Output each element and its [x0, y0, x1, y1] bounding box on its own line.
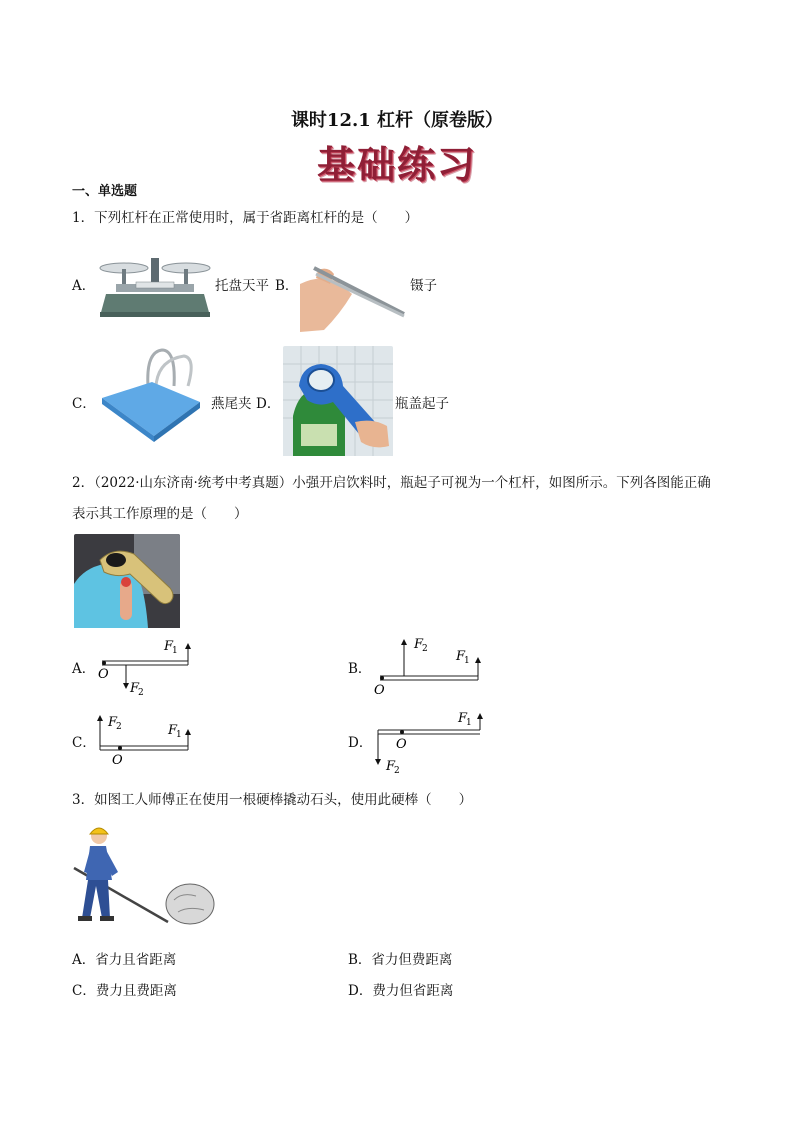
q1-option-c-letter: C．: [72, 396, 96, 412]
q3-option-c: [72, 982, 177, 1000]
opener-photo: [74, 534, 180, 632]
q3-option-a: [72, 951, 176, 969]
q3-option-b-letter: B．: [348, 952, 372, 968]
q2-stem-line2: 表示其工作原理的是（ ）: [72, 506, 248, 522]
force-label-f1: F: [168, 723, 178, 738]
pivot-label-o: O: [374, 683, 385, 698]
force-label-f2-sub: 2: [394, 766, 400, 776]
force-label-f2-sub: 2: [138, 688, 144, 698]
pivot-label-o: O: [112, 753, 123, 768]
page-title: 课时12.1 杠杆（原卷版）: [290, 110, 504, 131]
pivot-label-o: O: [98, 667, 109, 682]
bottle-opener-image: [283, 346, 393, 460]
q1-option-a-letter: A．: [72, 278, 96, 294]
q2-stem-line1: 2．（2022·山东济南·统考中考真题）小强开启饮料时，瓶起子可视为一个杠杆，如图所示。下列各图能正确: [72, 475, 711, 491]
force-label-f2: F: [108, 715, 118, 730]
q1-option-d-letter: D．: [256, 396, 281, 412]
pivot-label-o: O: [396, 737, 407, 752]
banner-heading: 基础练习: [316, 142, 477, 187]
q2-option-b-letter: B．: [348, 661, 372, 677]
q1-stem: 1．下列杠杆在正常使用时，属于省距离杠杆的是（ ）: [72, 210, 419, 226]
q1-option-b-letter: B．: [275, 278, 299, 294]
q1-option-d-label: 瓶盖起子: [395, 396, 449, 412]
q3-option-d-letter: D．: [348, 983, 373, 999]
force-label-f1-sub: 1: [464, 656, 470, 666]
force-label-f2: F: [386, 759, 396, 774]
q3-option-a-text: 省力且省距离: [95, 952, 177, 968]
q3-option-c-letter: C．: [72, 983, 96, 999]
q3-option-d: [348, 982, 453, 1000]
force-label-f1-sub: 1: [172, 646, 178, 656]
balance-scale-image: [96, 248, 214, 322]
force-label-f2-sub: 2: [422, 644, 428, 654]
q1-option-b-label: 镊子: [410, 278, 437, 294]
q3-option-d-text: 费力但省距离: [372, 983, 454, 999]
q3-option-b: [348, 951, 452, 969]
q2-option-d-letter: D．: [348, 735, 373, 751]
force-label-f1: F: [458, 711, 468, 726]
tweezers-image: [300, 244, 406, 336]
worker-crowbar-image: [72, 822, 222, 934]
q3-option-b-text: 省力但费距离: [371, 952, 453, 968]
q2-option-a-letter: A．: [72, 661, 96, 677]
force-label-f1: F: [164, 639, 174, 654]
q2-lever-diagram-d: [372, 706, 484, 780]
force-label-f1-sub: 1: [466, 718, 472, 728]
force-label-f2: F: [414, 637, 424, 652]
q2-lever-diagram-a: [96, 636, 196, 704]
q2-lever-diagram-c: [94, 710, 194, 774]
q3-option-a-letter: A．: [72, 952, 96, 968]
q3-option-c-text: 费力且费距离: [95, 983, 177, 999]
q2-option-c-letter: C．: [72, 735, 96, 751]
q1-option-a-label: 托盘天平: [215, 278, 269, 294]
binder-clip-image: [96, 346, 206, 446]
section-heading: 一、单选题: [72, 184, 138, 199]
force-label-f1-sub: 1: [176, 730, 182, 740]
q3-stem: 3．如图工人师傅正在使用一根硬棒撬动石头，使用此硬棒（ ）: [72, 792, 473, 808]
force-label-f2-sub: 2: [116, 722, 122, 732]
q2-lever-diagram-b: [370, 632, 482, 702]
force-label-f2: F: [130, 681, 140, 696]
q1-option-c-label: 燕尾夹: [211, 396, 252, 412]
force-label-f1: F: [456, 649, 466, 664]
